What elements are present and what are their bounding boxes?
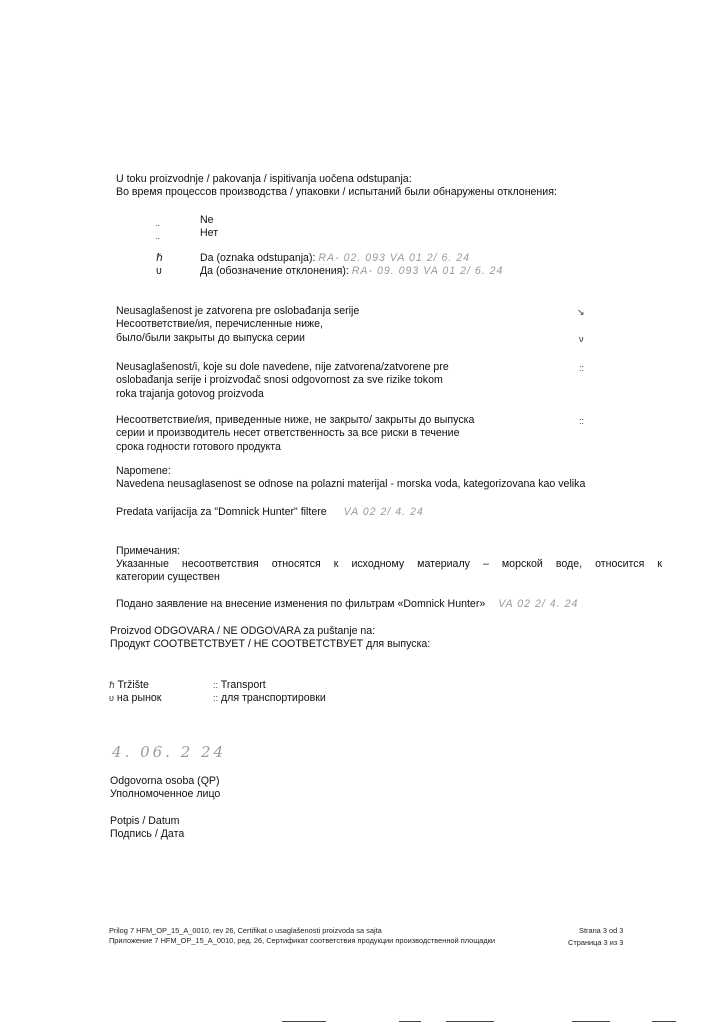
yes-option-label-ru: Да (обозначение отклонения): (200, 265, 349, 278)
notes-text-ru-line: категории существен (116, 571, 220, 584)
handwritten-deviation-code-ru: RA- 09. 093 VA 01 2/ 6. 24 (351, 265, 504, 278)
yes-option-label-sr: Da (oznaka odstupanja): (200, 252, 316, 264)
notes-text-sr: Navedena neusaglasenost se odnose na polazni materijal - morska voda, kategorizovana kao velika (116, 478, 586, 491)
closed-statement-sr-line: Neusaglašenost je zatvorena pre oslobađanja serije (116, 305, 360, 317)
deviations-heading (116, 173, 557, 200)
transport-label-sr: Transport (220, 679, 266, 691)
bottom-edge-rule (399, 1021, 421, 1022)
open-statement-ru-line: Несоответствие/ия, приведенные ниже, не закрыто/ закрыты до выпуска (116, 414, 475, 426)
no-option-mark-ru: .. (155, 231, 161, 241)
sign-date (110, 815, 184, 842)
sign-date-sr: Potpis / Datum (110, 815, 180, 827)
qp-label-sr: Odgovorna osoba (QP) (110, 775, 220, 787)
open-statement-sr-line: roka trajanja gotovog proizvoda (116, 387, 264, 400)
notes-text-ru-line: Указанные несоответствия относятся к исходному материалу – морской воде, относится к (116, 558, 662, 570)
yes-option-marks (156, 252, 163, 279)
closed-statement-ru-line: Несоответствие/ия, перечисленные ниже, (116, 318, 323, 331)
filter-variation-label-sr: Predata varijacija za "Domnick Hunter" filtere (116, 506, 327, 518)
closed-statement (116, 305, 359, 345)
release-market (109, 679, 161, 706)
filter-variation-ru (116, 598, 578, 611)
no-option-mark: .. (155, 218, 161, 228)
filter-variation-label-ru: Подано заявление на внесение изменения по фильтрам «Domnick Hunter» (116, 598, 486, 610)
footer-page-ru: Страница 3 из 3 (568, 937, 624, 947)
open-statement-ru-line: серии и производитель несет ответственность за все риски в течение (116, 427, 460, 440)
no-option (200, 214, 218, 241)
sign-date-ru: Подпись / Дата (110, 828, 185, 841)
transport-mark-sr: :: (213, 680, 219, 690)
footer-left-sr: Prilog 7 HFM_OP_15_A_0010, rev 26, Certifikat o usaglašenosti proizvoda sa sajta (109, 926, 382, 935)
transport-mark-ru: :: (213, 693, 219, 704)
bottom-edge-rule (572, 1021, 610, 1022)
deviations-heading-sr: U toku proizvodnje / pakovanja / ispitivanja uočena odstupanja: (116, 173, 412, 185)
open-statement-ru (116, 414, 474, 454)
release-transport (213, 679, 326, 706)
release-decision (110, 625, 430, 652)
market-label-ru: на рынок (116, 692, 162, 705)
closed-mark-sr: ↘ (577, 307, 585, 317)
open-statement-sr (116, 361, 449, 401)
yes-option-mark-ru: υ (156, 265, 162, 278)
footer-page-sr: Strana 3 od 3 (579, 926, 624, 935)
transport-label-ru: для транспортировки (220, 692, 326, 705)
market-mark-sr: ℏ (109, 680, 115, 690)
notes-title-sr: Napomene: (116, 465, 171, 477)
yes-option-mark-sr: ℏ (156, 252, 163, 264)
market-label-sr: Tržište (117, 679, 149, 691)
filter-variation-handwritten-ru: VA 02 2/ 4. 24 (498, 598, 579, 610)
footer-left (109, 926, 495, 945)
deviations-heading-ru: Во время процессов производства / упаковки / испытаний были обнаружены отклонения: (116, 186, 557, 199)
signature-handwritten: 4. 06. 2 24 (112, 743, 227, 761)
yes-option (200, 252, 503, 279)
footer-right (568, 926, 623, 947)
release-line-sr: Proizvod ODGOVARA / NE ODGOVARA za puštanje na: (110, 625, 376, 637)
qualified-person (110, 775, 220, 802)
notes-title-ru: Примечания: (116, 545, 181, 557)
notes-sr (116, 465, 585, 492)
bottom-edge-rule (446, 1021, 494, 1022)
release-line-ru: Продукт СООТВЕТСТВУЕТ / НЕ СООТВЕТСТВУЕТ для выпуска: (110, 638, 431, 651)
closed-mark-ru: ν (579, 334, 584, 344)
no-option-label-sr: Ne (200, 214, 214, 226)
bottom-edge-rule (652, 1021, 676, 1022)
notes-text-ru (116, 558, 662, 585)
handwritten-deviation-code: RA- 02. 093 VA 01 2/ 6. 24 (318, 252, 471, 264)
open-mark-sr: :: (579, 363, 585, 373)
filter-variation-handwritten-sr: VA 02 2/ 4. 24 (343, 506, 424, 518)
open-statement-sr-line: oslobađanja serije i proizvođač snosi odgovornost za sve rizike tokom (116, 374, 443, 387)
filter-variation-sr (116, 506, 424, 519)
closed-statement-ru-line: было/были закрыты до выпуска серии (116, 331, 305, 344)
qp-label-ru: Уполномоченное лицо (110, 788, 221, 801)
market-mark-ru: υ (109, 693, 114, 704)
footer-left-ru: Приложение 7 HFM_OP_15_A_0010, ред. 26, Сертификат соответствия продукции производственной площадки (109, 935, 496, 945)
open-statement-sr-line: Neusaglašenost/i, koje su dole navedene, nije zatvorena/zatvorene pre (116, 361, 449, 373)
bottom-edge-rule (282, 1021, 326, 1022)
open-statement-ru-line: срока годности готового продукта (116, 440, 281, 453)
open-mark-ru: :: (579, 416, 585, 426)
no-option-label-ru: Нет (200, 227, 219, 240)
